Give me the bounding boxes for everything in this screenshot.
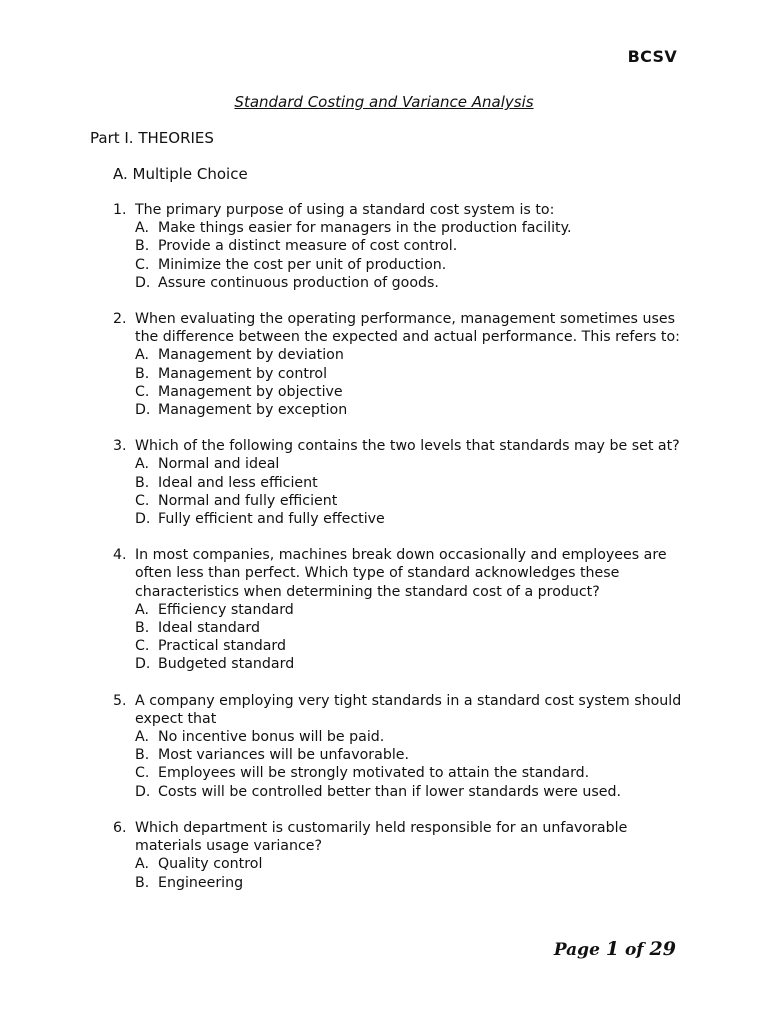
- choice-text: Fully efficient and fully effective: [158, 511, 385, 528]
- choice-letter: D.: [135, 656, 151, 673]
- choice-text: Most variances will be unfavorable.: [158, 747, 410, 764]
- page-word: Page: [553, 940, 600, 960]
- choice-letter: A.: [135, 856, 149, 873]
- choice-text: Assure continuous production of goods.: [158, 274, 439, 291]
- question-text: In most companies, machines break down occasionally and employees are often less than perfect. Which type of standard acknowledges these characteristics when determining the standard cost of a product?: [135, 547, 667, 600]
- choice-text: Provide a distinct measure of cost control.: [158, 238, 458, 255]
- choice-letter: C.: [135, 256, 150, 273]
- choice-text: Make things easier for managers in the production facility.: [158, 220, 572, 237]
- choice-item: [135, 619, 693, 637]
- choice-item: [135, 346, 693, 364]
- choice-letter: B.: [135, 620, 150, 637]
- choice-text: Minimize the cost per unit of production.: [158, 256, 447, 273]
- choice-item: [135, 783, 693, 801]
- choice-item: [135, 510, 693, 528]
- document-title: Standard Costing and Variance Analysis: [234, 93, 534, 111]
- choice-text: Engineering: [158, 874, 244, 891]
- document-code: BCSV: [627, 47, 677, 66]
- question-item: [113, 201, 693, 292]
- question-item: [113, 310, 693, 419]
- choice-item: [135, 874, 693, 892]
- choice-letter: A.: [135, 601, 149, 618]
- choice-letter: B.: [135, 238, 150, 255]
- choice-letter: B.: [135, 365, 150, 382]
- question-item: [113, 546, 693, 673]
- choice-item: [135, 764, 693, 782]
- choice-item: [135, 455, 693, 473]
- choice-text: Budgeted standard: [158, 656, 295, 673]
- choice-list: [135, 219, 693, 292]
- choice-item: [135, 219, 693, 237]
- choice-list: [135, 728, 693, 801]
- section-heading: A. Multiple Choice: [113, 165, 248, 183]
- choice-item: [135, 655, 693, 673]
- choice-text: Normal and fully efficient: [158, 492, 338, 509]
- choice-list: [135, 455, 693, 528]
- question-number: 1.: [113, 202, 127, 218]
- choice-letter: D.: [135, 511, 151, 528]
- choice-letter: D.: [135, 402, 151, 419]
- choice-list: [135, 601, 693, 674]
- choice-item: [135, 383, 693, 401]
- choice-text: Quality control: [158, 856, 263, 873]
- choice-letter: B.: [135, 874, 150, 891]
- question-text: When evaluating the operating performance, management sometimes uses the difference between the expected and actual performance. This refers to:: [135, 311, 680, 346]
- choice-letter: A.: [135, 729, 149, 746]
- question-item: [113, 437, 693, 528]
- page-number: [554, 938, 676, 960]
- question-number: 4.: [113, 547, 127, 564]
- choice-text: Management by objective: [158, 383, 343, 400]
- question-item: [113, 692, 693, 801]
- question-text: Which of the following contains the two levels that standards may be set at?: [135, 438, 680, 455]
- choice-letter: C.: [135, 383, 150, 400]
- choice-letter: A.: [135, 347, 149, 364]
- choice-text: Management by deviation: [158, 347, 344, 364]
- question-text: Which department is customarily held responsible for an unfavorable materials usage variance?: [135, 819, 628, 855]
- choice-item: [135, 492, 693, 510]
- choice-letter: B.: [135, 474, 150, 491]
- choice-text: Employees will be strongly motivated to attain the standard.: [158, 765, 590, 782]
- choice-letter: A.: [135, 220, 149, 237]
- question-list: [113, 201, 693, 910]
- question-text: A company employing very tight standards in a standard cost system should expect that: [135, 692, 682, 727]
- choice-item: [135, 728, 693, 746]
- choice-item: [135, 474, 693, 492]
- choice-item: [135, 237, 693, 255]
- choice-text: Normal and ideal: [158, 456, 280, 473]
- choice-text: Ideal and less efficient: [158, 474, 318, 491]
- choice-item: [135, 401, 693, 419]
- choice-text: No incentive bonus will be paid.: [158, 729, 385, 746]
- choice-item: [135, 637, 693, 655]
- choice-item: [135, 256, 693, 274]
- choice-letter: C.: [135, 765, 150, 782]
- page-total: 29: [649, 938, 676, 960]
- question-text: The primary purpose of using a standard cost system is to:: [135, 202, 555, 218]
- choice-list: [135, 346, 693, 419]
- choice-letter: C.: [135, 492, 150, 509]
- choice-text: Management by control: [158, 365, 328, 382]
- choice-item: [135, 365, 693, 383]
- choice-item: [135, 274, 693, 292]
- choice-item: [135, 601, 693, 619]
- question-item: [113, 819, 693, 892]
- choice-list: [135, 855, 693, 891]
- choice-text: Ideal standard: [158, 620, 260, 637]
- choice-text: Efficiency standard: [158, 601, 294, 618]
- question-number: 2.: [113, 311, 127, 328]
- choice-letter: D.: [135, 783, 151, 800]
- part-heading: Part I. THEORIES: [90, 129, 214, 147]
- question-number: 6.: [113, 819, 127, 836]
- choice-letter: A.: [135, 456, 149, 473]
- question-number: 5.: [113, 692, 127, 709]
- choice-text: Costs will be controlled better than if lower standards were used.: [158, 783, 621, 800]
- of-word: of: [624, 940, 644, 960]
- choice-item: [135, 855, 693, 873]
- choice-text: Practical standard: [158, 638, 287, 655]
- page-current: 1: [605, 938, 620, 960]
- choice-letter: C.: [135, 638, 150, 655]
- choice-letter: D.: [135, 274, 151, 291]
- choice-item: [135, 746, 693, 764]
- choice-text: Management by exception: [158, 402, 348, 419]
- question-number: 3.: [113, 438, 127, 455]
- choice-letter: B.: [135, 747, 150, 764]
